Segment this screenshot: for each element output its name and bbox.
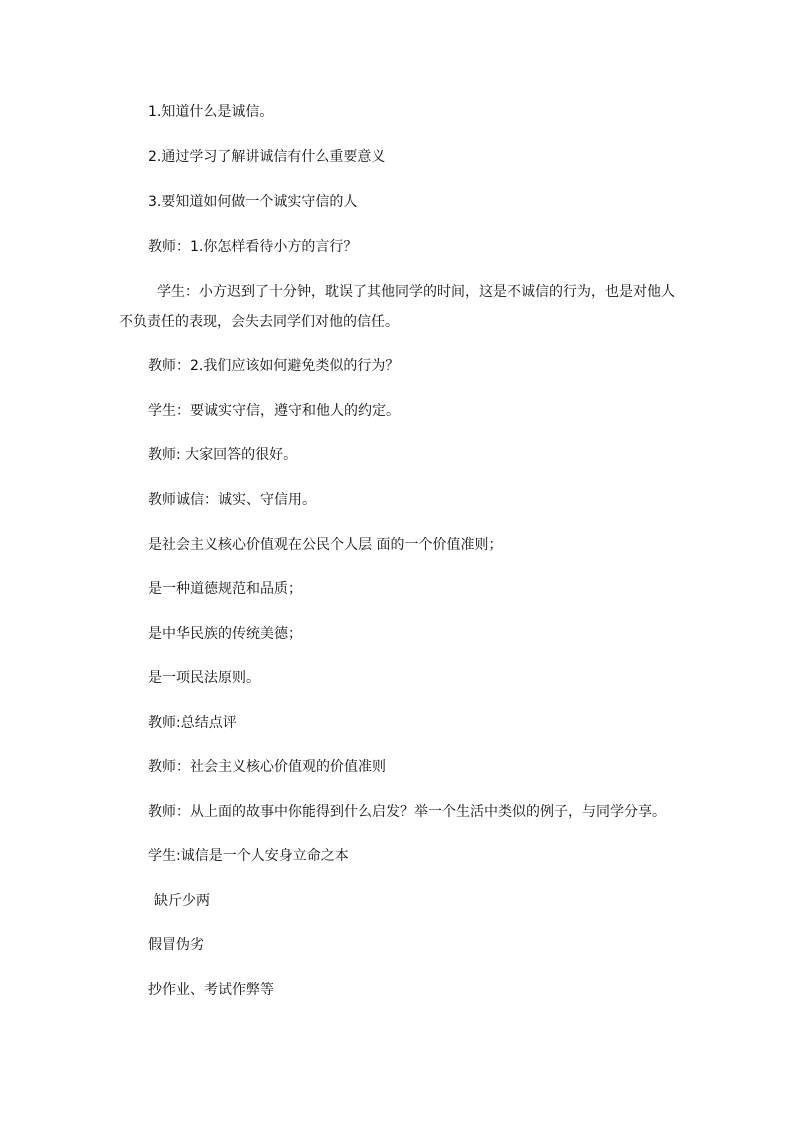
objective-3: 3.要知道如何做一个诚实守信的人 [148,194,358,210]
integrity-point-1: 是社会主义核心价值观在公民个人层 面的一个价值准则； [148,537,503,553]
integrity-definition: 教师诚信：诚实、守信用。 [148,492,316,508]
example-3: 抄作业、考试作弊等 [148,982,274,998]
example-1: 缺斤少两 [154,893,210,909]
example-2: 假冒伪劣 [148,937,204,953]
teacher-summary: 教师:总结点评 [148,715,237,731]
teacher-praise: 教师: 大家回答的很好。 [148,447,298,463]
teacher-question-2: 教师：2.我们应该如何避免类似的行为？ [148,358,400,374]
teacher-values: 教师：社会主义核心价值观的价值准则 [148,759,386,775]
integrity-point-4: 是一项民法原则。 [148,670,260,686]
integrity-point-3: 是中华民族的传统美德； [148,626,302,642]
objective-2: 2.通过学习了解讲诚信有什么重要意义 [148,149,386,165]
integrity-point-2: 是一种道德规范和品质； [148,581,302,597]
teacher-question-3: 教师：从上面的故事中你能得到什么启发？举一个生活中类似的例子，与同学分享。 [148,804,666,820]
objective-1: 1.知道什么是诚信。 [148,104,274,120]
student-answer-2: 学生：要诚实守信，遵守和他人的约定。 [148,403,400,419]
student-answer-1: 学生：小方迟到了十分钟，耽误了其他同学的时间，这是不诚信的行为，也是对他人 [157,284,675,300]
student-answer-1-cont: 不负责任的表现，会失去同学们对他的信任。 [119,314,399,330]
teacher-question-1: 教师：1.你怎样看待小方的言行？ [148,239,358,255]
student-answer-3: 学生:诚信是一个人安身立命之本 [148,848,349,864]
